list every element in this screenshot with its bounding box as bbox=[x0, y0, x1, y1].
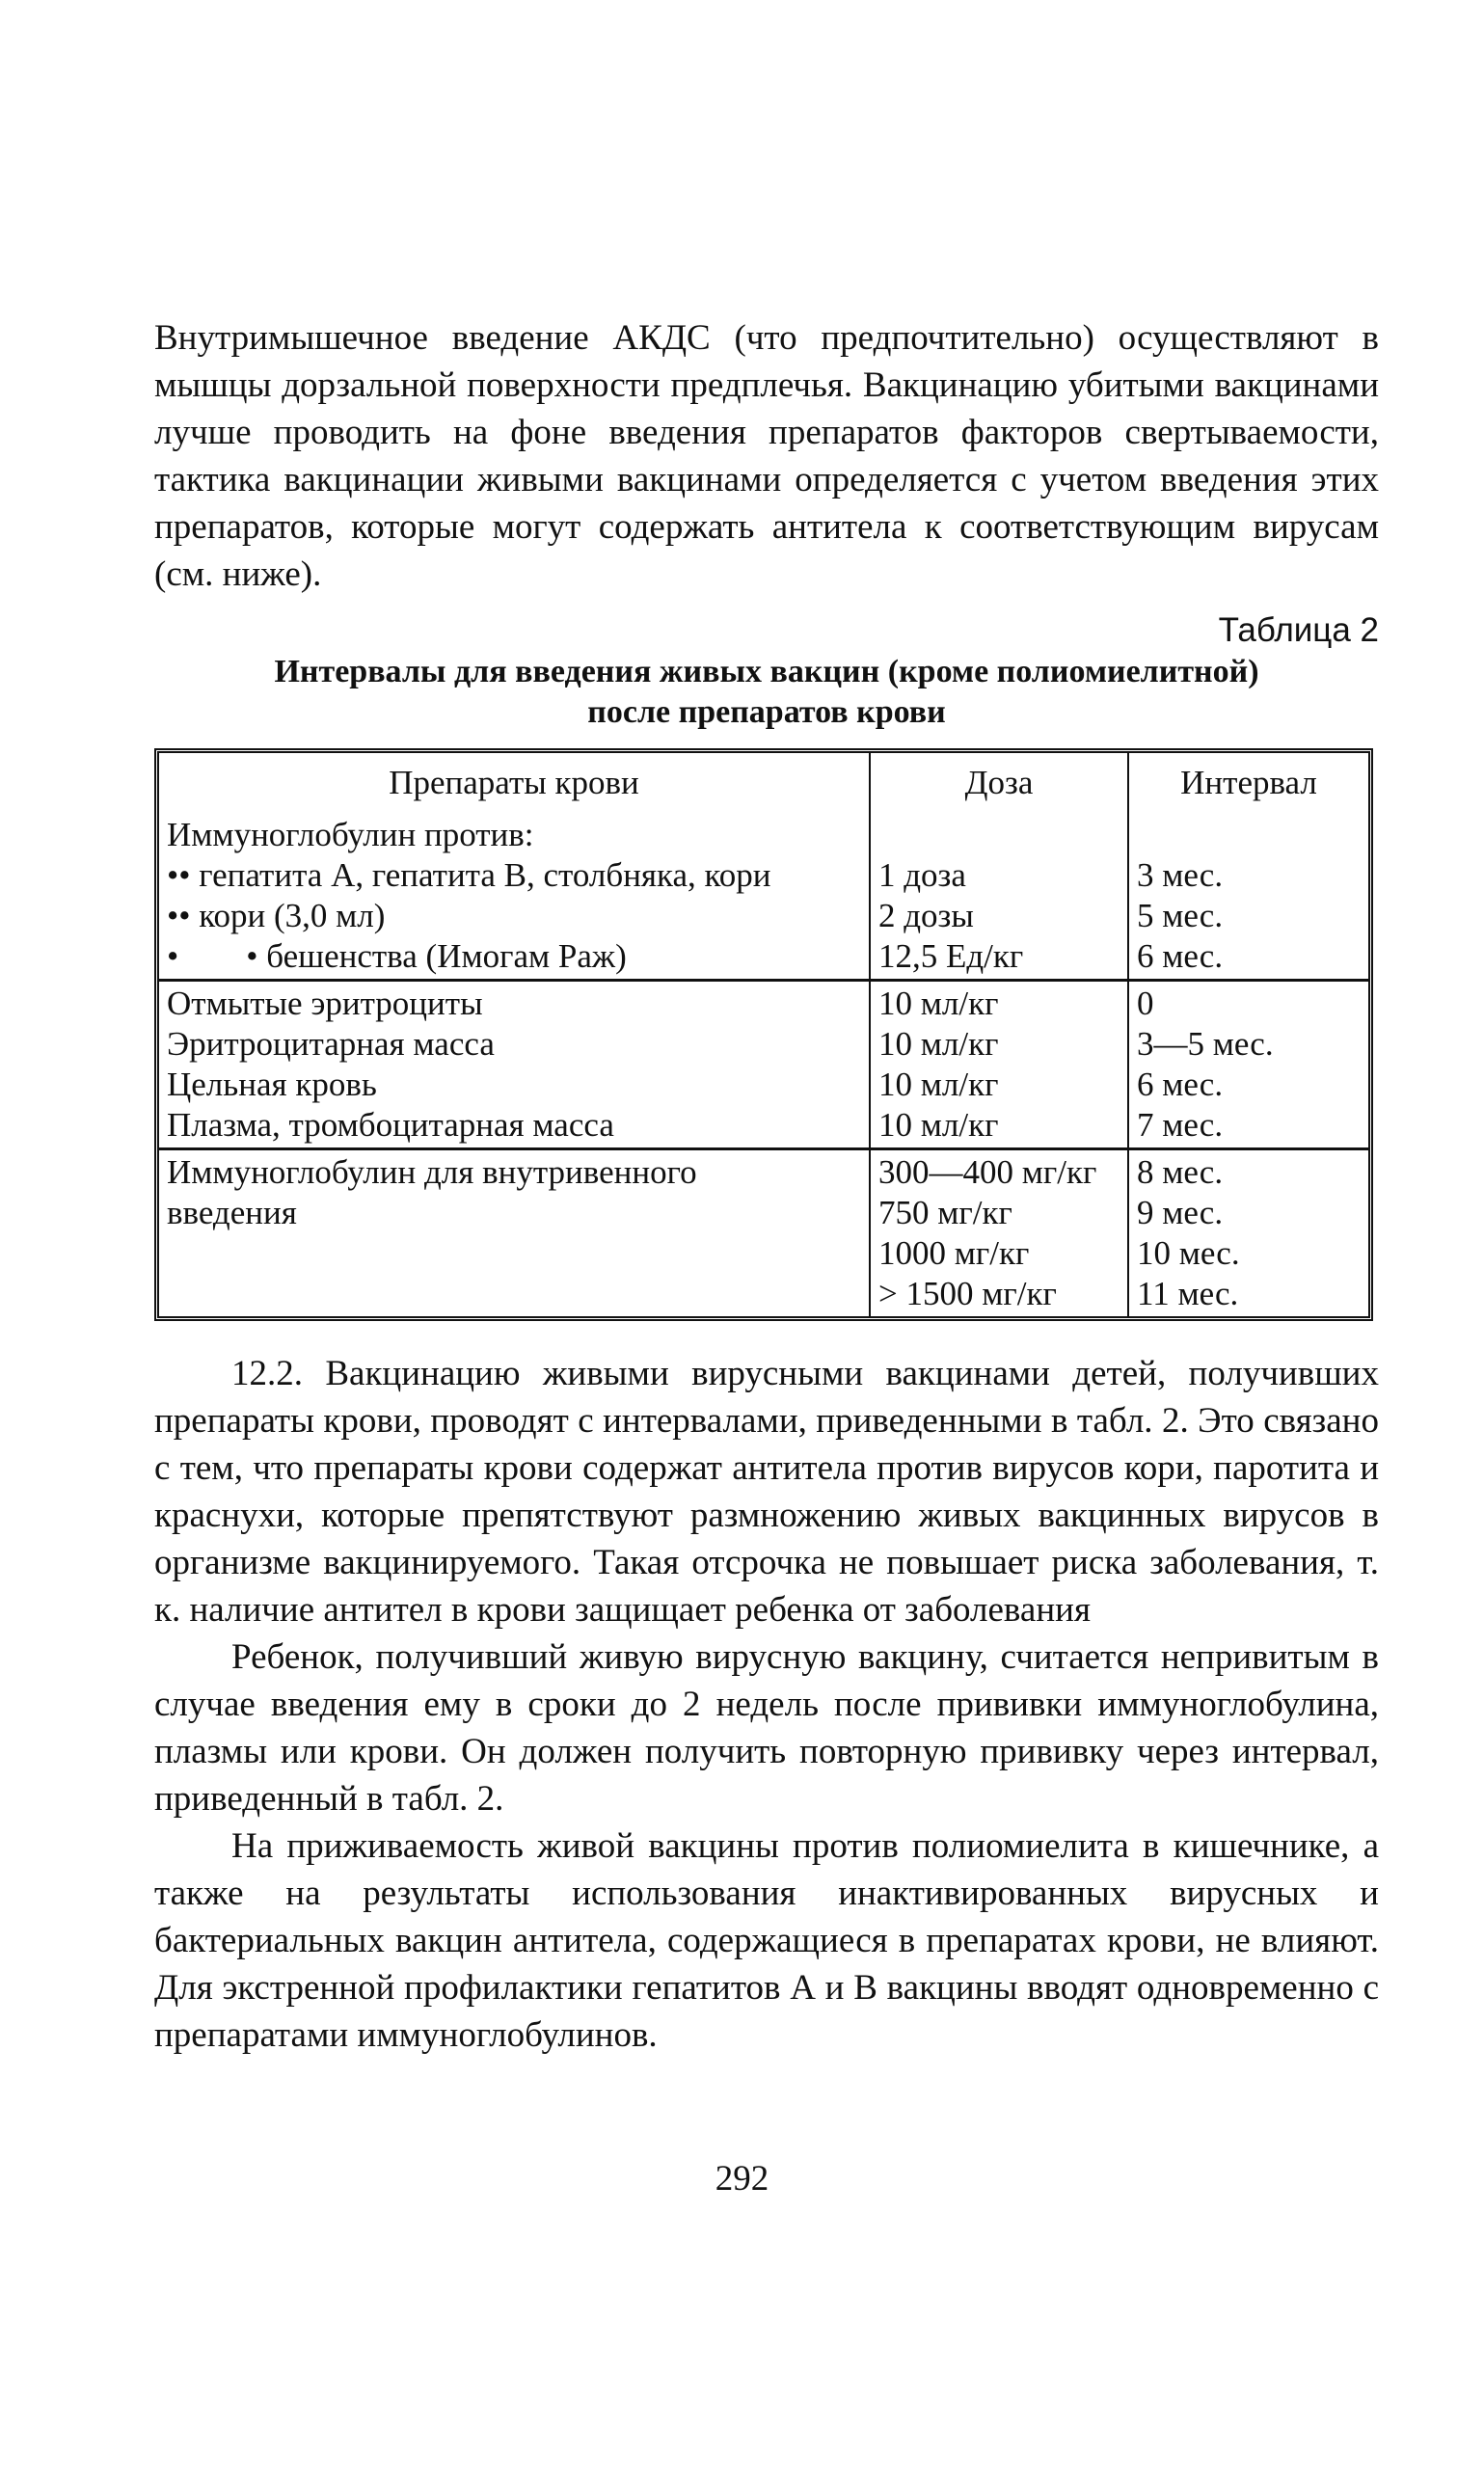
table-title-line-1: Интервалы для введения живых вакцин (кроме полиомиелитной) bbox=[274, 654, 1259, 689]
cell-line: введения bbox=[167, 1194, 297, 1231]
cell-line: 10 мл/кг bbox=[878, 1106, 999, 1144]
table-row bbox=[159, 1150, 1368, 1316]
cell-spacer bbox=[1137, 815, 1361, 855]
table-row bbox=[159, 813, 1368, 982]
table-title bbox=[154, 652, 1379, 733]
cell-line: Цельная кровь bbox=[167, 1066, 377, 1103]
cell-interval bbox=[1129, 982, 1368, 1150]
cell-line: 2 дозы bbox=[878, 897, 974, 934]
page-number: 292 bbox=[715, 2159, 769, 2199]
cell-line: 0 bbox=[1137, 985, 1154, 1022]
paragraph: Ребенок, получивший живую вирусную вакцину, считается непривитым в случае введения ему в сроки до 2 недель после прививки иммуноглобулина, плазмы или крови. Он должен получить повторную прививку через интервал, приведенный в табл. 2. bbox=[154, 1637, 1379, 1819]
cell-line: 3—5 мес. bbox=[1137, 1025, 1274, 1063]
table-row bbox=[159, 982, 1368, 1150]
intro-paragraph: Внутримышечное введение АКДС (что предпочтительно) осуществляют в мышцы дорзальной поверхности предплечья. Вакцинацию убитыми вакцинами лучше проводить на фоне введения препаратов факторов свертываемости, тактика вакцинации живыми вакцинами определяется с учетом введения этих препаратов, которые могут содержать антитела к соответствующим вирусам (см. ниже). bbox=[154, 318, 1379, 594]
cell-line: 12,5 Ед/кг bbox=[878, 937, 1024, 975]
cell-products bbox=[159, 982, 871, 1150]
cell-line: 6 мес. bbox=[1137, 1066, 1224, 1103]
cell-line: 11 мес. bbox=[1137, 1275, 1239, 1312]
cell-products bbox=[159, 813, 871, 982]
cell-line: 300—400 мг/кг bbox=[878, 1153, 1097, 1191]
cell-line: 10 мл/кг bbox=[878, 985, 999, 1022]
table-header-row bbox=[159, 753, 1368, 813]
cell-line: 1000 мг/кг bbox=[878, 1234, 1030, 1272]
cell-line: 5 мес. bbox=[1137, 897, 1224, 934]
cell-line: • • бешенства (Имогам Раж) bbox=[167, 937, 627, 975]
paragraph: На приживаемость живой вакцины против полиомиелита в кишечнике, а также на результаты использования инактивированных вирусных и бактериальных вакцин антитела, содержащиеся в препаратах крови, не влияют. Для экстренной профилактики гепатитов А и В вакцины вводят одновременно с препаратами иммуноглобулинов. bbox=[154, 1826, 1379, 2055]
cell-line: 3 мес. bbox=[1137, 856, 1224, 894]
paragraph: 12.2. Вакцинацию живыми вирусными вакцинами детей, получивших препараты крови, проводят с интервалами, приведенными в табл. 2. Это связано с тем, что препараты крови содержат антитела против вирусов кори, паротита и краснухи, которые препятствуют размножению живых вакцинных вирусов в организме вакцинируемого. Такая отсрочка не повышает риска заболевания, т. к. наличие антител в крови защищает ребенка от заболевания bbox=[154, 1354, 1379, 1630]
cell-dose bbox=[871, 982, 1129, 1150]
cell-line: 10 мес. bbox=[1137, 1234, 1240, 1272]
header-interval: Интервал bbox=[1180, 764, 1317, 801]
cell-line: Эритроцитарная масса bbox=[167, 1025, 495, 1063]
table-title-line-2: после препаратов крови bbox=[587, 694, 946, 730]
cell-dose bbox=[871, 1150, 1129, 1316]
cell-line: •• гепатита А, гепатита В, столбняка, кори bbox=[167, 856, 771, 894]
cell-products bbox=[159, 1150, 871, 1316]
cell-line: 750 мг/кг bbox=[878, 1194, 1012, 1231]
header-dose: Доза bbox=[871, 753, 1129, 813]
cell-line: 1 доза bbox=[878, 856, 966, 894]
cell-line: 7 мес. bbox=[1137, 1106, 1224, 1144]
cell-line: 9 мес. bbox=[1137, 1194, 1224, 1231]
cell-interval bbox=[1129, 813, 1368, 982]
cell-line: Отмытые эритроциты bbox=[167, 985, 483, 1022]
cell-dose bbox=[871, 813, 1129, 982]
cell-line: 8 мес. bbox=[1137, 1153, 1224, 1191]
header-blood-products: Препараты крови bbox=[159, 753, 871, 813]
cell-line: 10 мл/кг bbox=[878, 1066, 999, 1103]
cell-line: 6 мес. bbox=[1137, 937, 1224, 975]
body-text bbox=[154, 1350, 1379, 2059]
cell-line: Иммуноглобулин против: bbox=[167, 816, 534, 853]
cell-line: Иммуноглобулин для внутривенного bbox=[167, 1153, 697, 1191]
cell-line: •• кори (3,0 мл) bbox=[167, 897, 386, 934]
page-content bbox=[154, 314, 1379, 2059]
table-label: Таблица 2 bbox=[1218, 611, 1379, 649]
cell-line: 10 мл/кг bbox=[878, 1025, 999, 1063]
cell-line: Плазма, тромбоцитарная масса bbox=[167, 1106, 614, 1144]
cell-interval bbox=[1129, 1150, 1368, 1316]
intervals-table bbox=[154, 748, 1373, 1321]
cell-line: > 1500 мг/кг bbox=[878, 1275, 1057, 1312]
cell-spacer bbox=[878, 815, 1120, 855]
